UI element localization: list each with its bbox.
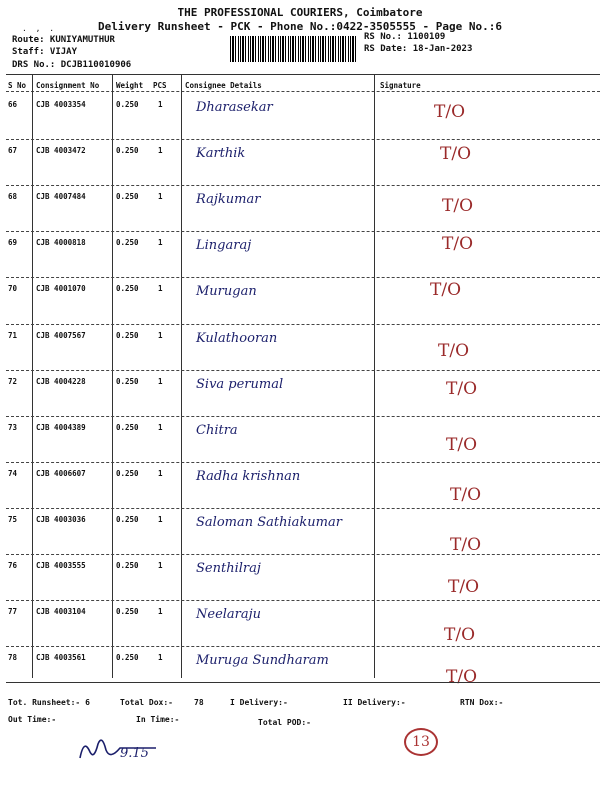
scan-marks: . , . xyxy=(22,24,57,33)
consignment-no-cell: CJB 4003104 xyxy=(36,607,86,617)
consignee-name: Lingaraj xyxy=(196,238,252,254)
table-row xyxy=(0,325,600,371)
consignee-name: Rajkumar xyxy=(196,192,261,208)
signature-mark: T/O xyxy=(438,340,470,361)
pcs-cell: 1 xyxy=(158,607,163,617)
signature-mark: T/O xyxy=(446,667,478,688)
sno-cell: 76 xyxy=(8,561,18,570)
signature-mark: T/O xyxy=(450,534,482,555)
signature-mark: T/O xyxy=(450,484,482,505)
consignment-no-cell: CJB 4001070 xyxy=(36,284,86,294)
pcs-cell: 1 xyxy=(158,514,163,524)
consignee-name: Senthilraj xyxy=(196,561,261,576)
consignment-no-cell: CJB 4000818 xyxy=(36,238,86,248)
table-row xyxy=(0,371,600,417)
sno-cell: 66 xyxy=(8,100,18,109)
sno-cell: 73 xyxy=(8,422,18,432)
barcode-image xyxy=(230,36,356,62)
total-pod: Total POD:- xyxy=(258,718,311,727)
sno-cell: 67 xyxy=(8,146,18,156)
weight-cell: 0.250 xyxy=(116,238,139,248)
pcs-cell: 1 xyxy=(158,238,163,248)
pcs-cell: 1 xyxy=(158,146,163,156)
weight-cell: 0.250 xyxy=(116,284,139,294)
consignment-no-cell: CJB 4003555 xyxy=(36,561,86,570)
weight-cell: 0.250 xyxy=(116,607,139,617)
drs-number: DRS No.: DCJB110010906 xyxy=(12,60,132,70)
signature-mark: T/O xyxy=(442,196,474,217)
in-time: In Time:- xyxy=(136,715,180,724)
col-header-sno: S No xyxy=(8,81,27,90)
sno-cell: 69 xyxy=(8,238,18,248)
col-header-consignment: Consignment No xyxy=(36,81,100,90)
pcs-cell: 1 xyxy=(158,330,163,340)
signature-mark: T/O xyxy=(434,102,466,122)
pcs-cell: 1 xyxy=(158,376,163,386)
signature-mark: T/O xyxy=(430,280,462,301)
consignment-no-cell: CJB 4003036 xyxy=(36,514,86,524)
sno-cell: 75 xyxy=(8,514,18,524)
weight-cell: 0.250 xyxy=(116,330,139,340)
i-delivery: I Delivery:- xyxy=(230,698,288,707)
col-header-signature: Signature xyxy=(380,81,421,90)
consignment-no-cell: CJB 4003354 xyxy=(36,100,86,109)
sno-cell: 70 xyxy=(8,284,18,294)
pcs-cell: 1 xyxy=(158,561,163,570)
document-subtitle: Delivery Runsheet - PCK - Phone No.:0422-3505555 - Page No.:6 xyxy=(98,20,502,33)
sno-cell: 68 xyxy=(8,192,18,202)
table-row xyxy=(0,278,600,324)
document-title: THE PROFESSIONAL COURIERS, Coimbatore xyxy=(177,6,423,19)
header-divider xyxy=(6,91,600,92)
consignee-name: Radha krishnan xyxy=(196,468,301,484)
consignee-name: Murugan xyxy=(196,284,257,300)
rs-number: RS No.: 1100109 xyxy=(364,32,446,42)
signature-mark: T/O xyxy=(446,434,478,455)
weight-cell: 0.250 xyxy=(116,653,139,663)
table-top-border xyxy=(6,74,600,75)
table-row xyxy=(0,140,600,186)
consignment-no-cell: CJB 4003561 xyxy=(36,653,86,663)
signature-mark: T/O xyxy=(440,144,472,165)
consignee-name: Saloman Sathiakumar xyxy=(196,514,342,530)
tot-runsheet: Tot. Runsheet:- 6 xyxy=(8,698,90,707)
sno-cell: 74 xyxy=(8,468,18,478)
weight-cell: 0.250 xyxy=(116,146,139,156)
route-label: Route: KUNIYAMUTHUR xyxy=(12,35,115,45)
consignee-name: Muruga Sundharam xyxy=(196,653,329,669)
pcs-cell: 1 xyxy=(158,100,163,109)
weight-cell: 0.250 xyxy=(116,192,139,202)
rs-date: RS Date: 18-Jan-2023 xyxy=(364,44,473,54)
consignee-name: Kulathooran xyxy=(196,330,278,346)
table-row xyxy=(0,463,600,509)
weight-cell: 0.250 xyxy=(116,561,139,570)
table-row xyxy=(0,94,600,140)
weight-cell: 0.250 xyxy=(116,376,139,386)
sno-cell: 77 xyxy=(8,607,18,617)
consignee-name: Neelaraju xyxy=(196,607,262,623)
sno-cell: 72 xyxy=(8,376,18,386)
total-dox-label: Total Dox:- xyxy=(120,698,173,707)
consignee-name: Karthik xyxy=(196,146,246,162)
pcs-cell: 1 xyxy=(158,422,163,432)
table-bottom-border xyxy=(6,682,600,683)
staff-label: Staff: VIJAY xyxy=(12,47,78,57)
signature-time: 9.15 xyxy=(120,746,149,761)
sno-cell: 78 xyxy=(8,653,18,663)
pcs-cell: 1 xyxy=(158,284,163,294)
col-header-weight: Weight xyxy=(116,81,144,90)
ii-delivery: II Delivery:- xyxy=(343,698,406,707)
consignee-name: Dharasekar xyxy=(196,100,273,115)
rtn-dox: RTN Dox:- xyxy=(460,698,504,707)
consignment-no-cell: CJB 4007567 xyxy=(36,330,86,340)
pcs-cell: 1 xyxy=(158,653,163,663)
consignee-name: Siva perumal xyxy=(196,376,284,392)
table-row xyxy=(0,601,600,647)
table-row xyxy=(0,555,600,601)
pcs-cell: 1 xyxy=(158,468,163,478)
total-dox-value: 78 xyxy=(194,698,204,707)
weight-cell: 0.250 xyxy=(116,514,139,524)
consignment-no-cell: CJB 4003472 xyxy=(36,146,86,156)
table-row xyxy=(0,232,600,278)
table-row xyxy=(0,186,600,232)
out-time: Out Time:- xyxy=(8,715,57,724)
consignee-name: Chitra xyxy=(196,422,238,438)
weight-cell: 0.250 xyxy=(116,422,139,432)
weight-cell: 0.250 xyxy=(116,468,139,478)
table-row xyxy=(0,647,600,693)
signature-mark: T/O xyxy=(446,378,478,399)
signature-mark: T/O xyxy=(442,234,474,255)
consignment-no-cell: CJB 4004389 xyxy=(36,422,86,432)
consignment-no-cell: CJB 4006607 xyxy=(36,468,86,478)
consignment-no-cell: CJB 4004228 xyxy=(36,376,86,386)
col-header-pcs: PCS xyxy=(153,81,167,90)
table-row xyxy=(0,417,600,463)
signature-mark: T/O xyxy=(444,625,476,646)
table-row xyxy=(0,509,600,555)
col-header-consignee: Consignee Details xyxy=(185,81,262,90)
weight-cell: 0.250 xyxy=(116,100,139,109)
signature-mark: T/O xyxy=(448,577,480,597)
circled-number: 13 xyxy=(404,728,438,756)
pcs-cell: 1 xyxy=(158,192,163,202)
consignment-no-cell: CJB 4007484 xyxy=(36,192,86,202)
sno-cell: 71 xyxy=(8,330,18,340)
